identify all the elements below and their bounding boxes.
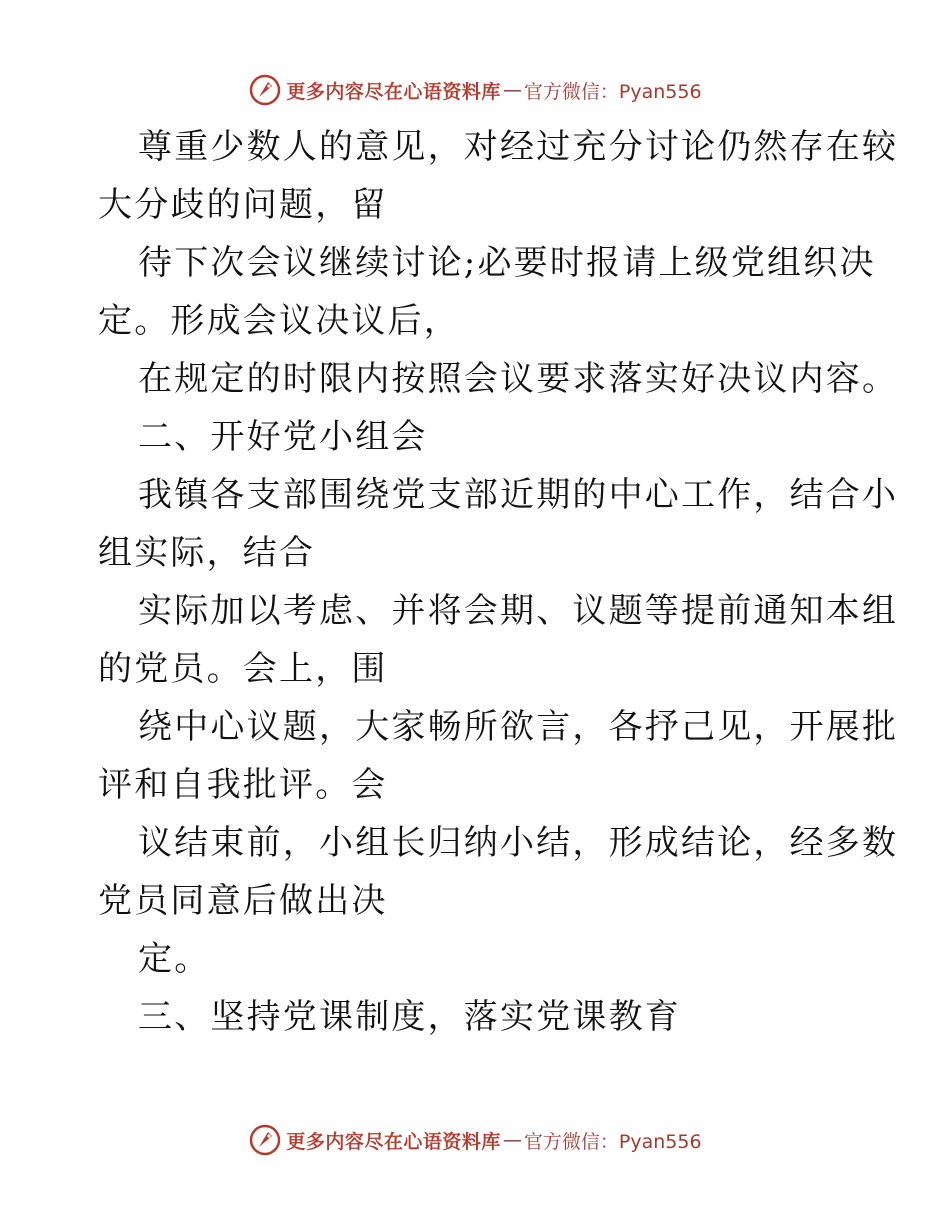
document-body [98,118,899,1046]
header-watermark [0,70,950,110]
brand-separator: — [502,79,522,101]
text-line: 党员同意后做出决 [98,881,388,921]
brand-separator: — [502,1129,522,1151]
section-heading: 二、开好党小组会 [138,417,428,457]
text-line: 在规定的时限内按照会议要求落实好决议内容。 [138,359,899,399]
text-line: 定。 [138,939,211,979]
text-line: 评和自我批评。会 [98,765,388,805]
brand-text: 更多内容尽在心语资料库 [286,1130,501,1153]
brand-text: 更多内容尽在心语资料库 [286,80,501,103]
text-line: 绕中心议题，大家畅所欲言，各抒己见，开展批 [138,707,899,747]
footer-watermark [0,1120,950,1160]
text-line: 的党员。会上，围 [98,649,388,689]
brand-wechat: 官方微信：Pyan556 [523,80,702,103]
text-line: 组实际，结合 [98,533,316,573]
text-line: 待下次会议继续讨论;必要时报请上级党组织决 [138,243,876,283]
text-line: 议结束前，小组长归纳小结，形成结论，经多数 [138,823,899,863]
brand-wechat: 官方微信：Pyan556 [523,1130,702,1153]
section-heading: 三、坚持党课制度，落实党课教育 [138,997,681,1037]
text-line: 尊重少数人的意见，对经过充分讨论仍然存在较 [138,127,899,167]
text-line: 大分歧的问题，留 [98,185,388,225]
text-line: 定。形成会议决议后， [98,301,460,341]
pen-nib-circle-icon [248,1123,282,1157]
text-line: 实际加以考虑、并将会期、议题等提前通知本组 [138,591,899,631]
pen-nib-circle-icon [248,73,282,107]
text-line: 我镇各支部围绕党支部近期的中心工作，结合小 [138,475,899,515]
